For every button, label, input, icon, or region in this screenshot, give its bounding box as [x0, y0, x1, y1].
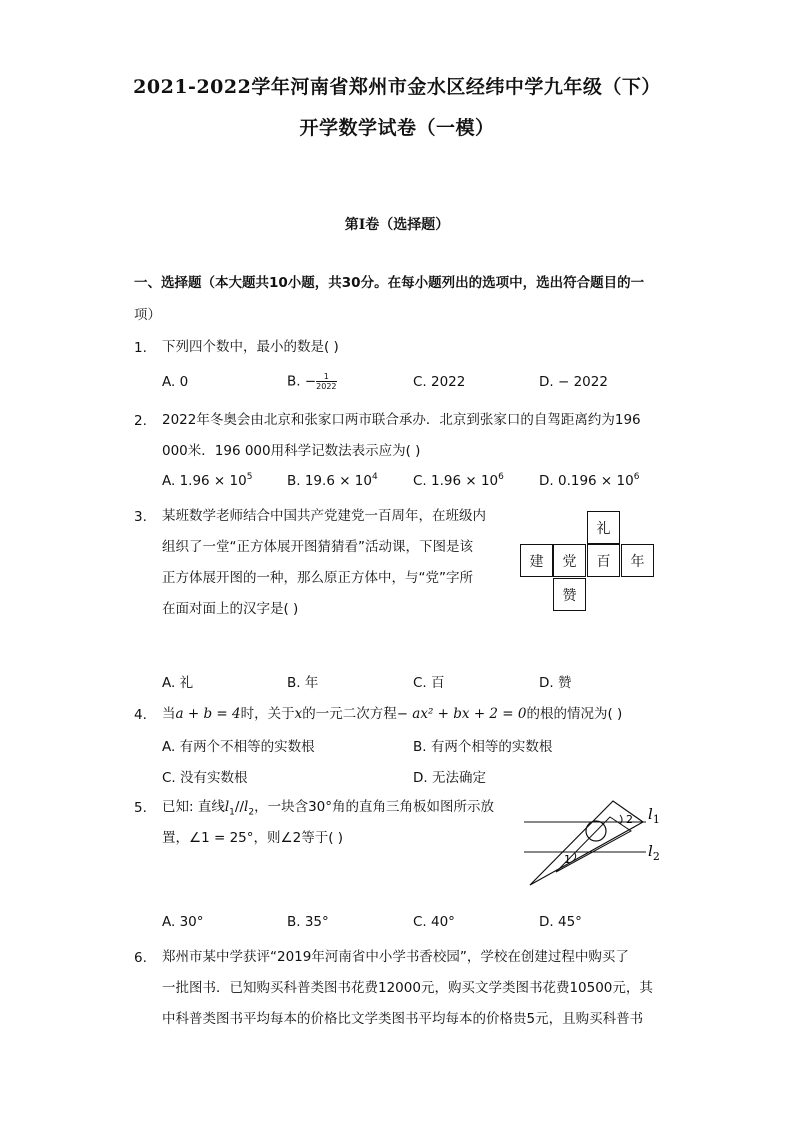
l2-letter: l [648, 842, 653, 860]
question-stem-line2: 一批图书．已知购买科普类图书花费12000元，购买文学类图书花费10500元，其 [162, 980, 653, 996]
option-a: A. 礼 [162, 675, 194, 691]
line-l1-subscript: 1 [229, 807, 235, 818]
option-d: D. 赞 [539, 675, 572, 691]
option-a-exponent: 5 [246, 472, 253, 482]
stem-text-d: 的根的情况为( ) [526, 706, 623, 722]
option-b [287, 372, 337, 391]
question-stem [162, 703, 622, 725]
option-d-exponent: 6 [633, 472, 640, 482]
option-b: B. 年 [287, 675, 319, 691]
option-b [287, 473, 378, 489]
option-b-exponent: 4 [371, 472, 378, 482]
section-instruction-line1: 一、选择题（本大题共10小题，共30分。在每小题列出的选项中，选出符合题目的一 [134, 275, 645, 291]
angle-2-label: 2 [626, 813, 633, 826]
question-stem-line2: 000米．196 000用科学记数法表示应为( ) [162, 443, 421, 459]
fraction-numerator: 1 [316, 372, 336, 382]
option-b: B. 35° [287, 914, 329, 930]
question-stem-line1: 某班数学老师结合中国共产党建党一百周年，在班级内 [162, 508, 486, 524]
option-c [413, 473, 504, 489]
question-stem-line1: 2022年冬奥会由北京和张家口两市联合承办．北京到张家口的自驾距离约为196 [162, 412, 641, 428]
fraction-denominator: 2022 [316, 382, 337, 391]
question-stem-line3: 正方体展开图的一种，那么原正方体中，与“党”字所 [162, 570, 473, 586]
cube-net-figure [520, 511, 660, 611]
question-stem-line3: 中科普类图书平均每本的价格比文学类图书平均每本的价格贵5元，且购买科普书 [162, 1011, 644, 1027]
section-instruction-line2: 项） [134, 307, 161, 323]
question-number: 5. [134, 800, 147, 816]
option-b-prefix: B. − [287, 373, 317, 390]
option-d: D. 无法确定 [413, 770, 486, 786]
question-number: 3. [134, 509, 147, 525]
net-cell-bottom: 赞 [553, 578, 586, 611]
net-cell-left: 建 [520, 544, 553, 577]
option-a: A. 30° [162, 914, 204, 930]
question-stem-line4: 在面对面上的汉字是( ) [162, 601, 299, 617]
question-number: 6. [134, 950, 147, 966]
line-l2: l [244, 799, 249, 815]
question-number: 1. [134, 340, 147, 356]
l1-subscript: 1 [652, 813, 660, 826]
l2-label [648, 842, 660, 863]
question-stem-line2: 组织了一堂“正方体展开图猜猜看”活动课，下图是该 [162, 539, 473, 555]
net-cell-right2: 年 [621, 544, 654, 577]
option-a: A. 0 [162, 374, 189, 390]
quadratic-equation: − ax² + bx + 2 = 0 [396, 706, 527, 722]
fraction [316, 372, 336, 391]
option-c: C. 没有实数根 [162, 770, 248, 786]
option-d-base: D. 0.196 × 10 [539, 473, 634, 489]
angle-1-label: 1 [564, 853, 571, 866]
l2-subscript: 2 [652, 850, 660, 863]
exam-title-line1: 2021-2022学年河南省郑州市金水区经纬中学九年级（下） [133, 76, 661, 98]
line-l1: l [224, 799, 230, 815]
net-cell-right1: 百 [587, 544, 620, 577]
option-b-base: B. 19.6 × 10 [287, 473, 372, 489]
angle-2-arc [620, 815, 622, 824]
net-cell-top: 礼 [587, 511, 620, 544]
option-a [162, 473, 252, 489]
stem-text-b: 时，关于 [240, 706, 295, 722]
question-stem: 下列四个数中，最小的数是( ) [162, 339, 339, 355]
exam-title-line2: 开学数学试卷（一模） [299, 117, 495, 139]
option-c: C. 2022 [413, 374, 466, 390]
net-cell-middle: 党 [553, 544, 586, 577]
parallel-symbol: // [234, 799, 245, 815]
option-c: C. 百 [413, 675, 445, 691]
question-number: 2. [134, 413, 147, 429]
stem-text-b: ，一块含30°角的直角三角板如图所示放 [254, 799, 495, 815]
option-b: B. 有两个相等的实数根 [413, 739, 553, 755]
l1-label [648, 805, 660, 826]
question-stem-line1: 郑州市某中学获评“2019年河南省中小学书香校园”，学校在创建过程中购买了 [162, 949, 629, 965]
stem-text-a: 当 [162, 706, 176, 722]
option-d: D. 45° [539, 914, 582, 930]
line-l2-subscript: 2 [248, 807, 255, 818]
question-stem-line2: 置，∠1 = 25°，则∠2等于( ) [162, 830, 344, 846]
variable-x: x [294, 706, 303, 722]
volume-title: 第I卷（选择题） [344, 217, 450, 233]
option-a: A. 有两个不相等的实数根 [162, 739, 315, 755]
option-c: C. 40° [413, 914, 455, 930]
option-d: D. − 2022 [539, 374, 608, 390]
option-c-exponent: 6 [498, 472, 504, 482]
option-c-base: C. 1.96 × 10 [413, 473, 499, 489]
triangle-figure [520, 795, 670, 890]
condition-expression: a + b = 4 [175, 706, 241, 722]
l1-letter: l [648, 805, 653, 823]
option-d [539, 473, 639, 489]
question-number: 4. [134, 707, 147, 723]
stem-text-a: 已知: 直线 [162, 799, 225, 815]
stem-text-c: 的一元二次方程 [302, 706, 397, 722]
option-a-base: A. 1.96 × 10 [162, 473, 247, 489]
question-stem-line1 [162, 796, 494, 818]
